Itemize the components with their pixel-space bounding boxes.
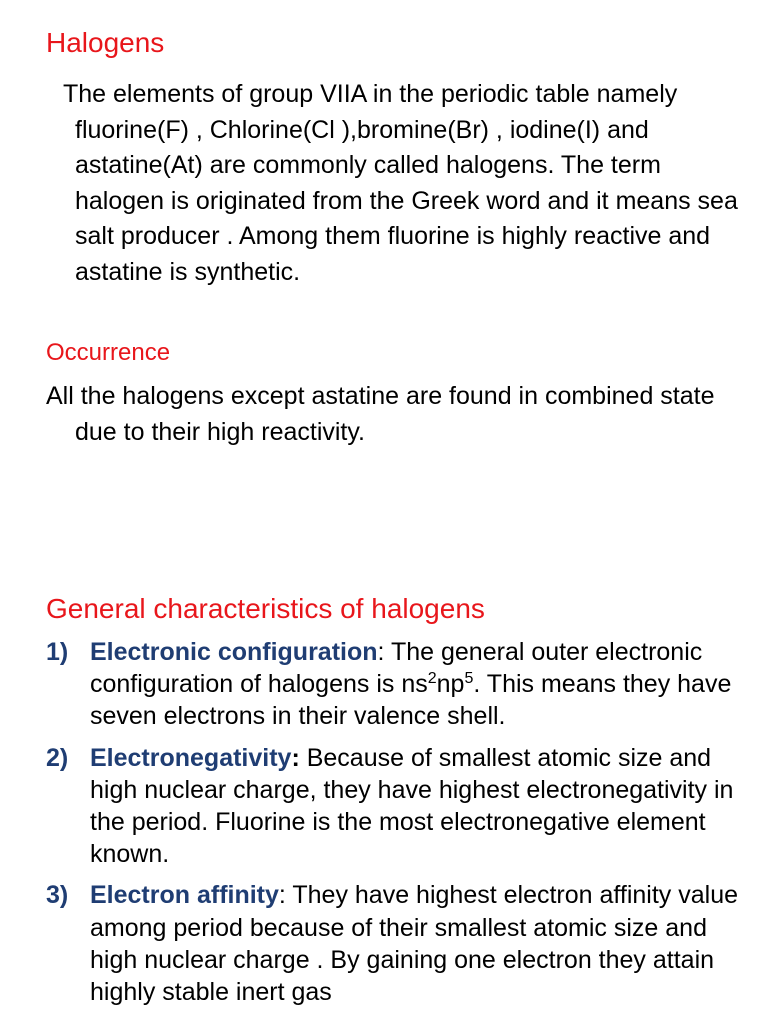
list-item [46, 879, 746, 1008]
list-item-number: 2) [46, 743, 69, 772]
list-item-number: 1) [46, 638, 69, 666]
list-item-text: They have highest electron affinity value among period because of their smallest atomic size and high nuclear charge . By gaining one electron they attain highly stable inert gas [90, 881, 739, 1007]
occurrence-paragraph: All the halogens except astatine are found in combined state due to their high reactivity. [46, 382, 715, 446]
intro-paragraph: The elements of group VIIA in the periodic table namely fluorine(F) , Chlorine(Cl ),bromine(Br) , iodine(I) and astatine(At) are commonly called halogens. The term halogen is originated from the Greek word and it means sea salt producer . Among them fluorine is highly reactive and astatine is synthetic. [63, 80, 738, 286]
occurrence-heading: Occurrence [46, 339, 171, 366]
list-item-text: The general outer electronic configuration of halogens is ns [90, 638, 703, 699]
list-item-number: 3) [46, 881, 69, 910]
list-item-separator: : [377, 638, 385, 666]
list-item-term: Electronegativity [90, 743, 292, 772]
characteristics-list [46, 636, 746, 1017]
list-item-text: . This means they have seven electrons in their valence shell. [90, 670, 732, 731]
list-item-term: Electron affinity [90, 881, 279, 910]
list-item-text: np [436, 670, 465, 699]
list-item-body [90, 636, 746, 733]
list-item [46, 742, 746, 871]
superscript: 5 [464, 670, 474, 688]
list-item-term: Electronic configuration [90, 638, 378, 666]
superscript: 2 [427, 670, 437, 688]
list-item-body [90, 742, 746, 871]
list-item [46, 636, 746, 733]
list-item-separator: : [278, 881, 286, 910]
general-characteristics-heading: General characteristics of halogens [46, 593, 485, 624]
list-item-text: Because of smallest atomic size and high nuclear charge, they have highest electronegativity in the period. Fluorine is the most electronegative element known. [90, 743, 734, 869]
list-item-body [90, 879, 746, 1008]
page-title: Halogens [46, 27, 165, 58]
list-item-separator: : [291, 743, 300, 772]
